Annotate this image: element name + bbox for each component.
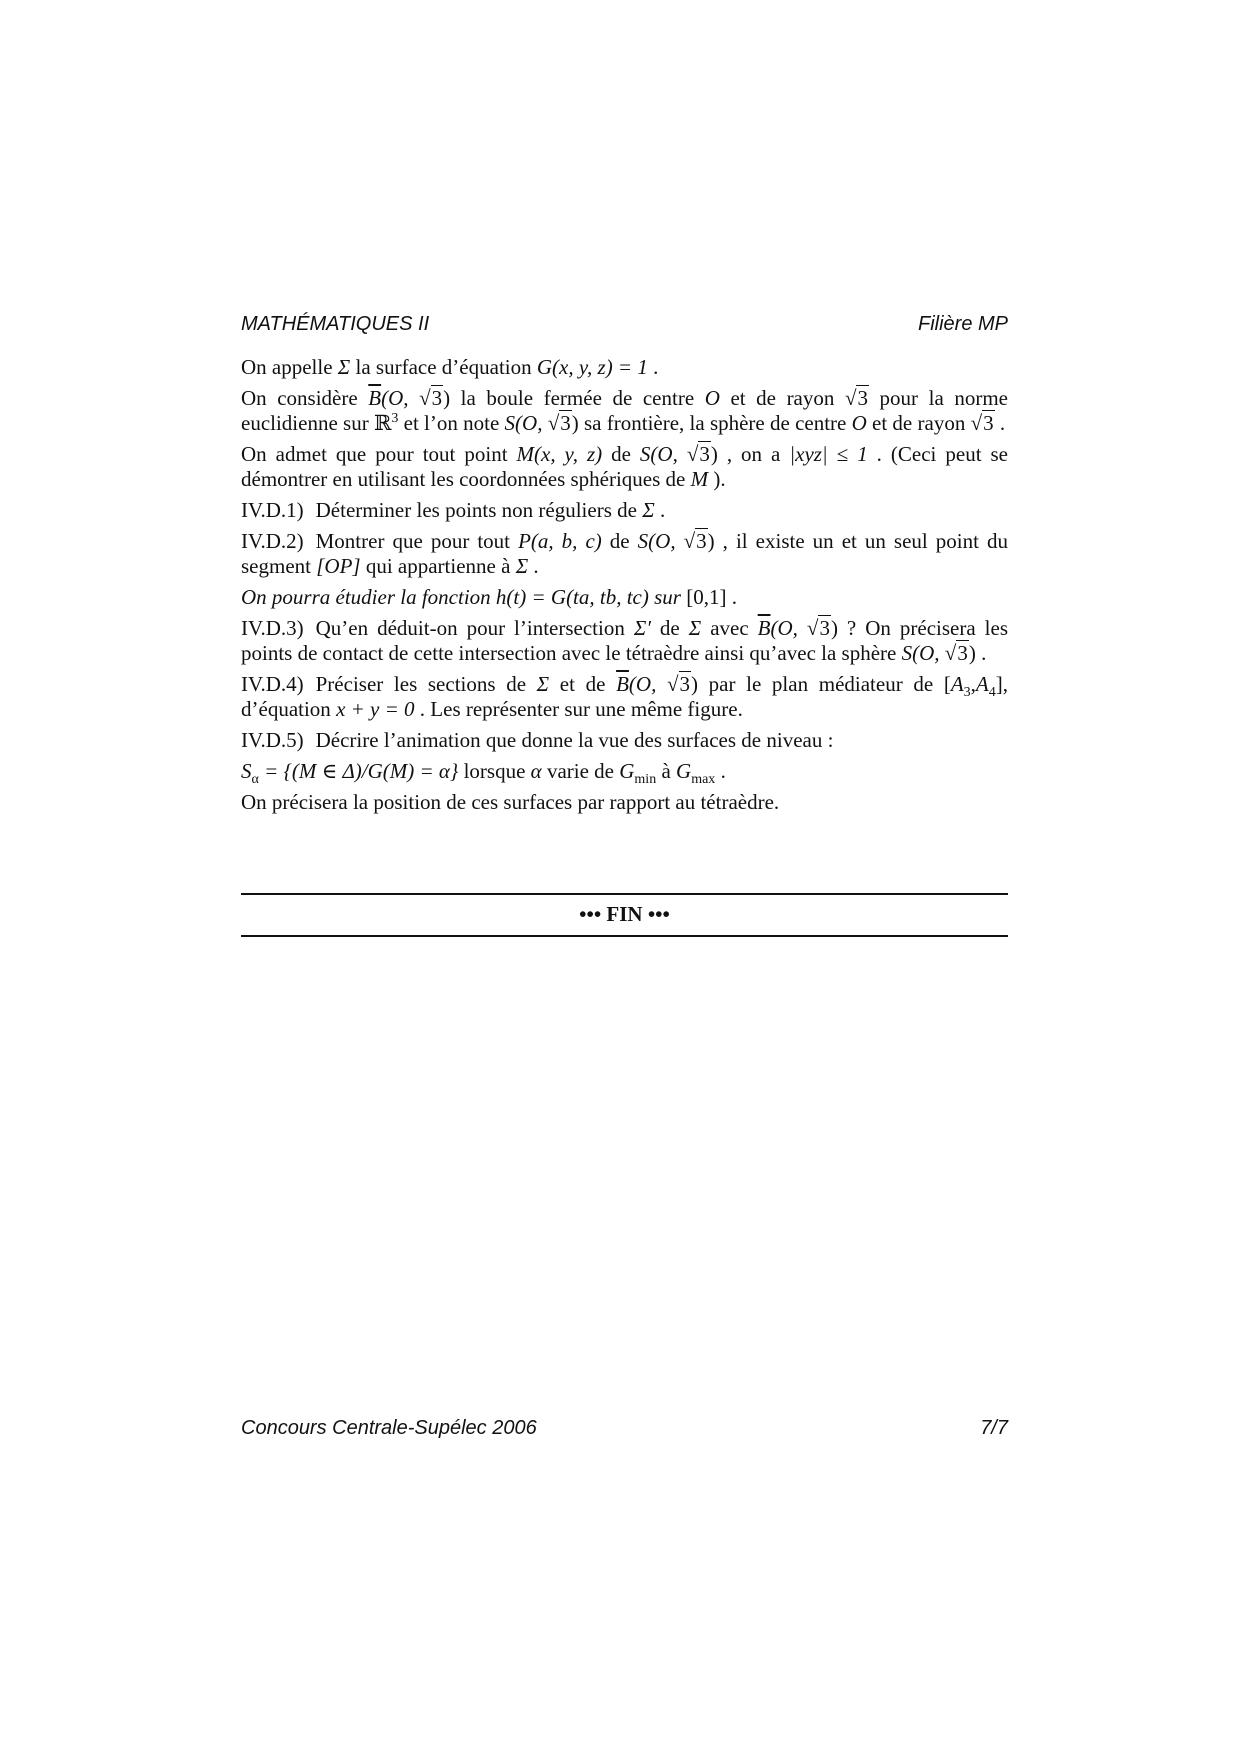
paragraph-ball-definition: On considère $\overline{B}(O$, √3) la boule fermée de centre O et de rayon √3 pour la norme euclidienne sur ℝ$^3$ et l’on note S(O, √3) sa frontière, la sphère de centre O et de rayon √3 . <box>241 386 1008 435</box>
sqrt-3: √3 <box>686 442 710 466</box>
document-body <box>241 355 1008 821</box>
paragraph-admission: On admet que pour tout point M(x, y, z) de S(O, √3) , on a |xyz| ≤ 1 . (Ceci peut se démontrer en utilisant les coordonnées sphériques de M ). <box>241 442 1009 491</box>
footer-page-number: 7/7 <box>980 1417 1008 1439</box>
question-IV-D-4: IV.D.4) Préciser les sections de Σ et de $\overline{B}(O$, √3) par le plan médiateur de $[A_3,A_4]$, d’équation x + y = 0 . Les représenter sur une même figure. <box>241 672 1008 721</box>
sqrt-3: √3 <box>944 641 968 665</box>
sqrt-3: √3 <box>419 386 443 410</box>
question-IV-D-3: IV.D.3) Qu’en déduit-on pour l’intersection Σ′ de Σ avec $\overline{B}(O$, √3) ? On précisera les points de contact de cette intersection avec le tétraèdre ainsi qu’avec la sphère S(O, √3) . <box>241 616 1008 665</box>
question-IV-D-1: IV.D.1) Déterminer les points non réguliers de Σ . <box>241 498 666 522</box>
fin-banner <box>241 893 1008 937</box>
sqrt-3: √3 <box>683 529 707 553</box>
page-header <box>241 313 1008 336</box>
page-footer <box>241 1417 1008 1440</box>
header-subject: MATHÉMATIQUES II <box>241 313 430 335</box>
question-IV-D-5: IV.D.5) Décrire l’animation que donne la vue des surfaces de niveau : <box>241 728 834 752</box>
header-track: Filière MP <box>917 313 1008 335</box>
paragraph-closing: On précisera la position de ces surfaces par rapport au tétraèdre. <box>241 790 780 814</box>
sqrt-3: √3 <box>547 411 571 435</box>
sqrt-3: √3 <box>970 411 994 435</box>
question-IV-D-2: IV.D.2) Montrer que pour tout P(a, b, c) de S(O, √3) , il existe un et un seul point du segment [OP] qui appartienne à Σ . <box>241 529 1008 578</box>
footer-contest: Concours Centrale-Supélec 2006 <box>241 1417 537 1439</box>
fin-text: ••• FIN ••• <box>579 902 670 926</box>
sqrt-3: √3 <box>666 672 691 696</box>
sqrt-3: √3 <box>806 616 830 640</box>
paragraph-surface-definition: On appelle Σ la surface d’équation G(x, y, z) = 1 . <box>241 355 659 379</box>
sqrt-3: √3 <box>844 386 868 410</box>
level-set-formula: $S_\alpha = \{(M$ ∈ Δ)/G(M) = α} lorsque α varie de $G_{min}$ à $G_{max}$ . <box>241 759 726 788</box>
hint-paragraph: On pourra étudier la fonction h(t) = G(ta, tb, tc) sur [0,1] . <box>241 585 737 609</box>
